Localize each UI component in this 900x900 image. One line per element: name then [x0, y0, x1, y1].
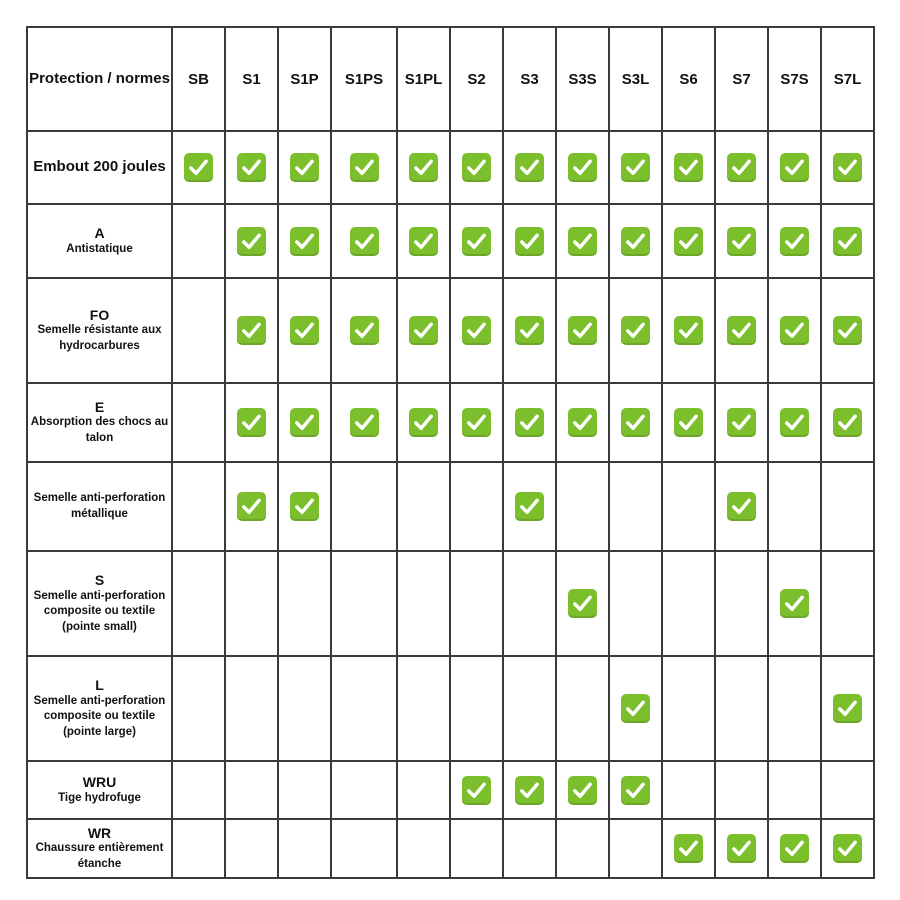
table-cell	[331, 761, 397, 819]
column-header: S2	[450, 27, 503, 131]
table-cell	[397, 204, 450, 278]
row-code: A	[94, 224, 105, 241]
check-icon	[727, 408, 756, 437]
check-icon	[462, 316, 491, 345]
table-cell	[225, 131, 278, 204]
table-cell	[662, 383, 715, 462]
check-icon	[674, 408, 703, 437]
check-icon	[290, 153, 319, 182]
check-icon	[515, 316, 544, 345]
table-cell	[821, 204, 874, 278]
table-cell	[768, 278, 821, 383]
table-cell	[715, 761, 768, 819]
row-description: Semelle résistante aux hydrocarbures	[37, 324, 162, 352]
table-cell	[715, 383, 768, 462]
column-header: S7L	[821, 27, 874, 131]
table-cell	[821, 462, 874, 551]
table-cell	[609, 131, 662, 204]
check-icon	[515, 227, 544, 256]
row-description: Tige hydrofuge	[58, 791, 141, 804]
table-cell	[278, 131, 331, 204]
table-cell	[278, 761, 331, 819]
table-cell	[172, 131, 225, 204]
table-cell	[821, 383, 874, 462]
table-row	[27, 462, 874, 551]
table-row	[27, 551, 874, 656]
table-row	[27, 204, 874, 278]
check-icon	[833, 834, 862, 863]
table-cell	[768, 656, 821, 761]
table-cell	[715, 131, 768, 204]
table-cell	[609, 819, 662, 878]
check-icon	[409, 316, 438, 345]
table-cell	[609, 204, 662, 278]
table-cell	[331, 204, 397, 278]
row-description: Semelle anti-perforation composite ou textile (pointe large)	[33, 694, 166, 738]
column-header: SB	[172, 27, 225, 131]
table-cell	[397, 131, 450, 204]
row-header	[27, 819, 172, 878]
column-header: S3S	[556, 27, 609, 131]
table-cell	[556, 462, 609, 551]
row-header	[27, 656, 172, 761]
table-cell	[821, 761, 874, 819]
table-cell	[715, 551, 768, 656]
table-cell	[172, 278, 225, 383]
table-cell	[556, 656, 609, 761]
table-cell	[397, 278, 450, 383]
check-icon	[780, 834, 809, 863]
check-icon	[568, 316, 597, 345]
table-cell	[450, 204, 503, 278]
column-header: S1PL	[397, 27, 450, 131]
check-icon	[237, 316, 266, 345]
check-icon	[621, 153, 650, 182]
check-icon	[515, 408, 544, 437]
table-cell	[278, 551, 331, 656]
table-cell	[662, 462, 715, 551]
table-cell	[278, 462, 331, 551]
check-icon	[350, 227, 379, 256]
check-icon	[674, 153, 703, 182]
table-cell	[225, 819, 278, 878]
check-icon	[568, 153, 597, 182]
table-cell	[172, 204, 225, 278]
check-icon	[727, 316, 756, 345]
row-code: WRU	[82, 773, 117, 790]
row-header	[27, 551, 172, 656]
row-description: Absorption des chocs au talon	[30, 416, 169, 444]
table-cell	[397, 819, 450, 878]
row-description: Semelle anti-perforation composite ou textile (pointe small)	[33, 589, 166, 633]
table-cell	[331, 383, 397, 462]
table-cell	[556, 204, 609, 278]
table-cell	[331, 551, 397, 656]
table-cell	[397, 383, 450, 462]
table-cell	[450, 278, 503, 383]
check-icon	[290, 408, 319, 437]
table-cell	[768, 383, 821, 462]
table-cell	[609, 383, 662, 462]
table-cell	[662, 551, 715, 656]
row-code: L	[95, 676, 104, 693]
check-icon	[409, 153, 438, 182]
table-cell	[278, 278, 331, 383]
check-icon	[833, 227, 862, 256]
table-cell	[609, 278, 662, 383]
table-row	[27, 278, 874, 383]
check-icon	[621, 316, 650, 345]
table-cell	[821, 656, 874, 761]
column-header: S3	[503, 27, 556, 131]
table-cell	[768, 551, 821, 656]
table-cell	[225, 204, 278, 278]
table-cell	[397, 551, 450, 656]
column-header: S6	[662, 27, 715, 131]
table-cell	[609, 551, 662, 656]
table-cell	[172, 819, 225, 878]
table-cell	[768, 204, 821, 278]
table-cell	[662, 204, 715, 278]
table-cell	[609, 656, 662, 761]
check-icon	[462, 227, 491, 256]
table-cell	[715, 819, 768, 878]
table-cell	[503, 551, 556, 656]
table-cell	[556, 131, 609, 204]
check-icon	[833, 153, 862, 182]
table-cell	[715, 656, 768, 761]
check-icon	[350, 316, 379, 345]
check-icon	[350, 408, 379, 437]
check-icon	[237, 153, 266, 182]
check-icon	[780, 316, 809, 345]
check-icon	[568, 776, 597, 805]
check-icon	[621, 408, 650, 437]
table-cell	[172, 551, 225, 656]
table-cell	[556, 761, 609, 819]
table-cell	[225, 278, 278, 383]
table-row	[27, 656, 874, 761]
table-cell	[556, 278, 609, 383]
table-cell	[172, 656, 225, 761]
column-header: S7	[715, 27, 768, 131]
table-cell	[278, 204, 331, 278]
check-icon	[780, 589, 809, 618]
table-cell	[172, 383, 225, 462]
check-icon	[409, 227, 438, 256]
corner-label: Protection / normes	[27, 27, 172, 131]
table-cell	[331, 656, 397, 761]
row-header	[27, 204, 172, 278]
table-cell	[225, 551, 278, 656]
check-icon	[568, 589, 597, 618]
table-cell	[821, 819, 874, 878]
check-icon	[290, 316, 319, 345]
column-header: S1PS	[331, 27, 397, 131]
check-icon	[780, 408, 809, 437]
check-icon	[727, 492, 756, 521]
table-cell	[225, 656, 278, 761]
table-cell	[662, 131, 715, 204]
table-cell	[503, 278, 556, 383]
table-row	[27, 761, 874, 819]
check-icon	[237, 408, 266, 437]
table-cell	[450, 761, 503, 819]
table-cell	[225, 462, 278, 551]
row-header	[27, 131, 172, 204]
table-cell	[662, 656, 715, 761]
check-icon	[350, 153, 379, 182]
check-icon	[290, 227, 319, 256]
check-icon	[780, 227, 809, 256]
check-icon	[568, 227, 597, 256]
table-cell	[768, 131, 821, 204]
row-code: FO	[89, 306, 110, 323]
table-cell	[450, 131, 503, 204]
table-cell	[397, 462, 450, 551]
column-header: S1P	[278, 27, 331, 131]
table-cell	[278, 819, 331, 878]
row-code: E	[94, 398, 105, 415]
check-icon	[727, 227, 756, 256]
table-row	[27, 131, 874, 204]
check-icon	[727, 834, 756, 863]
row-code: WR	[87, 824, 112, 841]
table-cell	[609, 462, 662, 551]
check-icon	[833, 408, 862, 437]
row-header	[27, 761, 172, 819]
table-cell	[503, 204, 556, 278]
table-cell	[715, 278, 768, 383]
check-icon	[621, 776, 650, 805]
check-icon	[833, 694, 862, 723]
table-cell	[715, 462, 768, 551]
check-icon	[727, 153, 756, 182]
check-icon	[674, 316, 703, 345]
table-cell	[450, 383, 503, 462]
check-icon	[462, 408, 491, 437]
row-description: Semelle anti-perforation métallique	[33, 491, 166, 520]
table-cell	[556, 551, 609, 656]
table-cell	[768, 462, 821, 551]
column-header: S3L	[609, 27, 662, 131]
check-icon	[674, 834, 703, 863]
table-cell	[662, 819, 715, 878]
check-icon	[674, 227, 703, 256]
row-header	[27, 383, 172, 462]
check-icon	[290, 492, 319, 521]
table-cell	[278, 383, 331, 462]
table-cell	[609, 761, 662, 819]
table-cell	[715, 204, 768, 278]
column-header: S7S	[768, 27, 821, 131]
check-icon	[462, 776, 491, 805]
check-icon	[184, 153, 213, 182]
row-header	[27, 462, 172, 551]
protection-norms-table	[26, 26, 875, 879]
table-cell	[768, 819, 821, 878]
table-cell	[503, 383, 556, 462]
table-cell	[450, 551, 503, 656]
table-cell	[450, 819, 503, 878]
table-cell	[331, 462, 397, 551]
table-cell	[503, 656, 556, 761]
table-cell	[821, 278, 874, 383]
table-cell	[331, 819, 397, 878]
row-header	[27, 278, 172, 383]
check-icon	[462, 153, 491, 182]
row-description: Chaussure entièrement étanche	[35, 842, 164, 870]
check-icon	[515, 776, 544, 805]
table-cell	[821, 551, 874, 656]
table-cell	[172, 462, 225, 551]
table-cell	[397, 656, 450, 761]
check-icon	[621, 694, 650, 723]
table-cell	[503, 761, 556, 819]
table-cell	[821, 131, 874, 204]
check-icon	[409, 408, 438, 437]
table-cell	[331, 131, 397, 204]
table-cell	[172, 761, 225, 819]
table-row	[27, 383, 874, 462]
check-icon	[237, 227, 266, 256]
table-cell	[450, 462, 503, 551]
check-icon	[780, 153, 809, 182]
table-cell	[397, 761, 450, 819]
table-cell	[503, 819, 556, 878]
row-code: Embout 200 joules	[33, 158, 166, 176]
check-icon	[237, 492, 266, 521]
header-row	[27, 27, 874, 131]
check-icon	[621, 227, 650, 256]
table-cell	[556, 819, 609, 878]
column-header: S1	[225, 27, 278, 131]
table-cell	[503, 462, 556, 551]
table-cell	[450, 656, 503, 761]
table-cell	[662, 278, 715, 383]
table-cell	[768, 761, 821, 819]
row-code: S	[94, 571, 105, 588]
check-icon	[568, 408, 597, 437]
check-icon	[515, 492, 544, 521]
table-cell	[662, 761, 715, 819]
table-cell	[331, 278, 397, 383]
table-cell	[556, 383, 609, 462]
table-cell	[503, 131, 556, 204]
table-cell	[225, 761, 278, 819]
table-row	[27, 819, 874, 878]
check-icon	[833, 316, 862, 345]
table-cell	[278, 656, 331, 761]
check-icon	[515, 153, 544, 182]
table-cell	[225, 383, 278, 462]
row-description: Antistatique	[66, 242, 133, 255]
